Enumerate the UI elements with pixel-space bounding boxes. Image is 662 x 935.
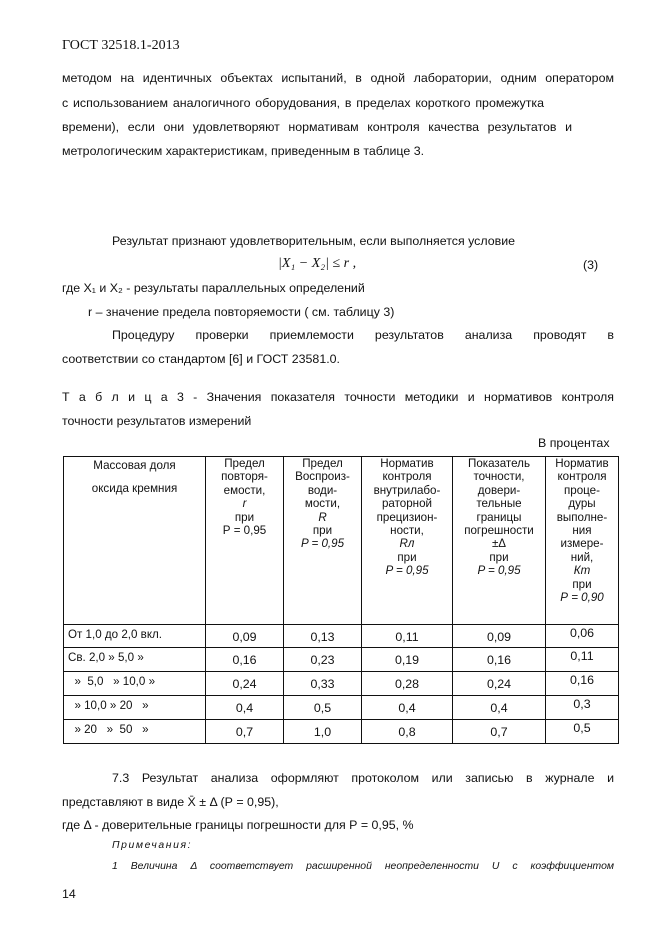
value-cell: 0,24: [206, 672, 284, 696]
value-cell: 0,28: [362, 672, 453, 696]
value-cell: 0,8: [362, 720, 453, 744]
header-line: Норматив: [380, 457, 434, 470]
header-line: при: [489, 550, 509, 564]
header-line: P = 0,95: [300, 537, 345, 551]
header-line: при: [572, 577, 592, 591]
header-line: Массовая доля: [93, 459, 176, 472]
header-line: мости,: [304, 497, 341, 511]
unit-note: В процентах: [538, 436, 610, 450]
value-cell: 1,0: [284, 720, 362, 744]
header-line: выполне-: [556, 510, 608, 524]
value-cell: 0,06: [546, 625, 619, 648]
value-cell: 0,11: [362, 625, 453, 648]
intro-line-4: метрологическим характеристикам, приведенным в таблице 3.: [62, 144, 425, 158]
row-label: » 5,0 » 10,0 »: [64, 672, 206, 696]
value-cell: 0,3: [546, 696, 619, 720]
header-line: погрешности: [464, 524, 534, 538]
value-cell: 0,7: [453, 720, 546, 744]
header-line: Р = 0,95: [222, 524, 267, 538]
header-line: емости,: [223, 483, 266, 497]
header-line: Кт: [573, 564, 591, 578]
header-line: r: [242, 497, 247, 511]
table-header-row: [64, 457, 619, 625]
result-line-2: представляют в виде X̄ ± Δ (Р = 0,95),: [62, 795, 279, 809]
header-line: дуры: [568, 497, 596, 511]
header-line: при: [234, 510, 255, 524]
header-line: границы: [476, 510, 522, 524]
header-line: Р = 0,90: [560, 591, 604, 605]
header-line: довери-: [477, 483, 521, 497]
value-cell: 0,7: [206, 720, 284, 744]
header-line: Показатель: [468, 457, 530, 470]
header-cell-reproducibility: [284, 457, 362, 625]
condition-formula: |X₁ − X₂| ≤ r ,: [278, 256, 357, 271]
notes-title: Примечания:: [112, 840, 193, 851]
header-cell-procedure-control: [546, 457, 619, 625]
value-cell: 0,16: [546, 672, 619, 696]
row-label: » 20 » 50 »: [64, 720, 206, 744]
header-line: ности,: [390, 524, 424, 538]
header-line: контроля: [382, 470, 432, 484]
header-cell-accuracy: [453, 457, 546, 625]
value-cell: 0,16: [206, 648, 284, 672]
value-cell: 0,33: [284, 672, 362, 696]
where-line: где X₁ и X₂ - результаты параллельных определений: [62, 281, 365, 295]
header-line: Предел: [302, 457, 343, 470]
header-line: Воспроиз-: [295, 470, 350, 484]
table-caption-line-1: Т а б л и ц а 3 - Значения показателя точности методики и нормативов контроля: [62, 390, 614, 404]
header-line: точности,: [473, 470, 525, 484]
value-cell: 0,5: [546, 720, 619, 744]
header-line: контроля: [557, 470, 607, 484]
value-cell: 0,4: [453, 696, 546, 720]
procedure-line-2: соответствии со стандартом [6] и ГОСТ 23581.0.: [62, 352, 340, 366]
header-line: раторной: [381, 497, 433, 511]
value-cell: 0,09: [453, 625, 546, 648]
table-row: [64, 672, 619, 696]
result-line-1: 7.3 Результат анализа оформляют протоколом или записью в журнале и: [112, 771, 614, 785]
value-cell: 0,11: [546, 648, 619, 672]
header-line: проце-: [564, 483, 600, 497]
condition-intro: Результат признают удовлетворительным, если выполняется условие: [112, 234, 516, 248]
intro-line-2: с использованием аналогичного оборудования, в пределах короткого промежутка: [62, 96, 544, 110]
value-cell: 0,4: [206, 696, 284, 720]
row-label: Св. 2,0 » 5,0 »: [64, 648, 206, 672]
header-line: Норматив: [555, 457, 609, 470]
table-caption-line-2: точности результатов измерений: [62, 414, 252, 428]
table-row: [64, 625, 619, 648]
procedure-line-1: Процедуру проверки приемлемости результатов анализа проводят в: [112, 328, 614, 342]
table-row: [64, 720, 619, 744]
table-row: [64, 696, 619, 720]
value-cell: 0,19: [362, 648, 453, 672]
note-item-1: 1 Величина Δ соответствует расширенной неопределенности U с коэффициентом: [112, 861, 614, 872]
intro-line-1: методом на идентичных объектах испытаний, в одной лаборатории, одним оператором: [62, 71, 614, 85]
value-cell: 0,4: [362, 696, 453, 720]
header-line: ний,: [570, 550, 594, 564]
header-line: тельные: [476, 497, 522, 511]
header-cell-repeatability: [206, 457, 284, 625]
row-label: » 10,0 » 20 »: [64, 696, 206, 720]
header-cell-mass-fraction: [64, 457, 206, 625]
header-line: ±Δ: [491, 537, 507, 551]
header-line: P = 0,95: [385, 564, 429, 578]
value-cell: 0,24: [453, 672, 546, 696]
intro-line-3: времени), если они удовлетворяют нормативам контроля качества результатов и: [62, 120, 572, 134]
header-cell-intralab-precision: [362, 457, 453, 625]
equation-number: (3): [583, 258, 599, 272]
r-definition: r – значение предела повторяемости ( см. таблицу 3): [88, 305, 395, 319]
value-cell: 0,23: [284, 648, 362, 672]
values-table: [63, 456, 619, 744]
header-line: P = 0,95: [477, 564, 521, 578]
header-line: прецизион-: [376, 510, 438, 524]
header-line: R: [318, 510, 327, 524]
header-line: повторя-: [221, 470, 268, 484]
value-cell: 0,09: [206, 625, 284, 648]
header-line: Rл: [399, 537, 415, 551]
value-cell: 0,16: [453, 648, 546, 672]
header-line: при: [312, 524, 333, 538]
header-line: измере-: [560, 537, 604, 551]
value-cell: 0,13: [284, 625, 362, 648]
value-cell: 0,5: [284, 696, 362, 720]
document-header: ГОСТ 32518.1-2013: [62, 38, 180, 53]
row-label: От 1,0 до 2,0 вкл.: [64, 625, 206, 648]
header-line: оксида кремния: [91, 482, 178, 496]
page-number: 14: [62, 887, 76, 901]
header-line: при: [397, 550, 417, 564]
header-line: Предел: [224, 457, 265, 470]
header-line: ния: [572, 524, 592, 538]
table-row: [64, 648, 619, 672]
result-line-3: где Δ - доверительные границы погрешности для Р = 0,95, %: [62, 818, 414, 832]
header-line: внутрилабо-: [373, 483, 441, 497]
header-line: води-: [307, 483, 338, 497]
